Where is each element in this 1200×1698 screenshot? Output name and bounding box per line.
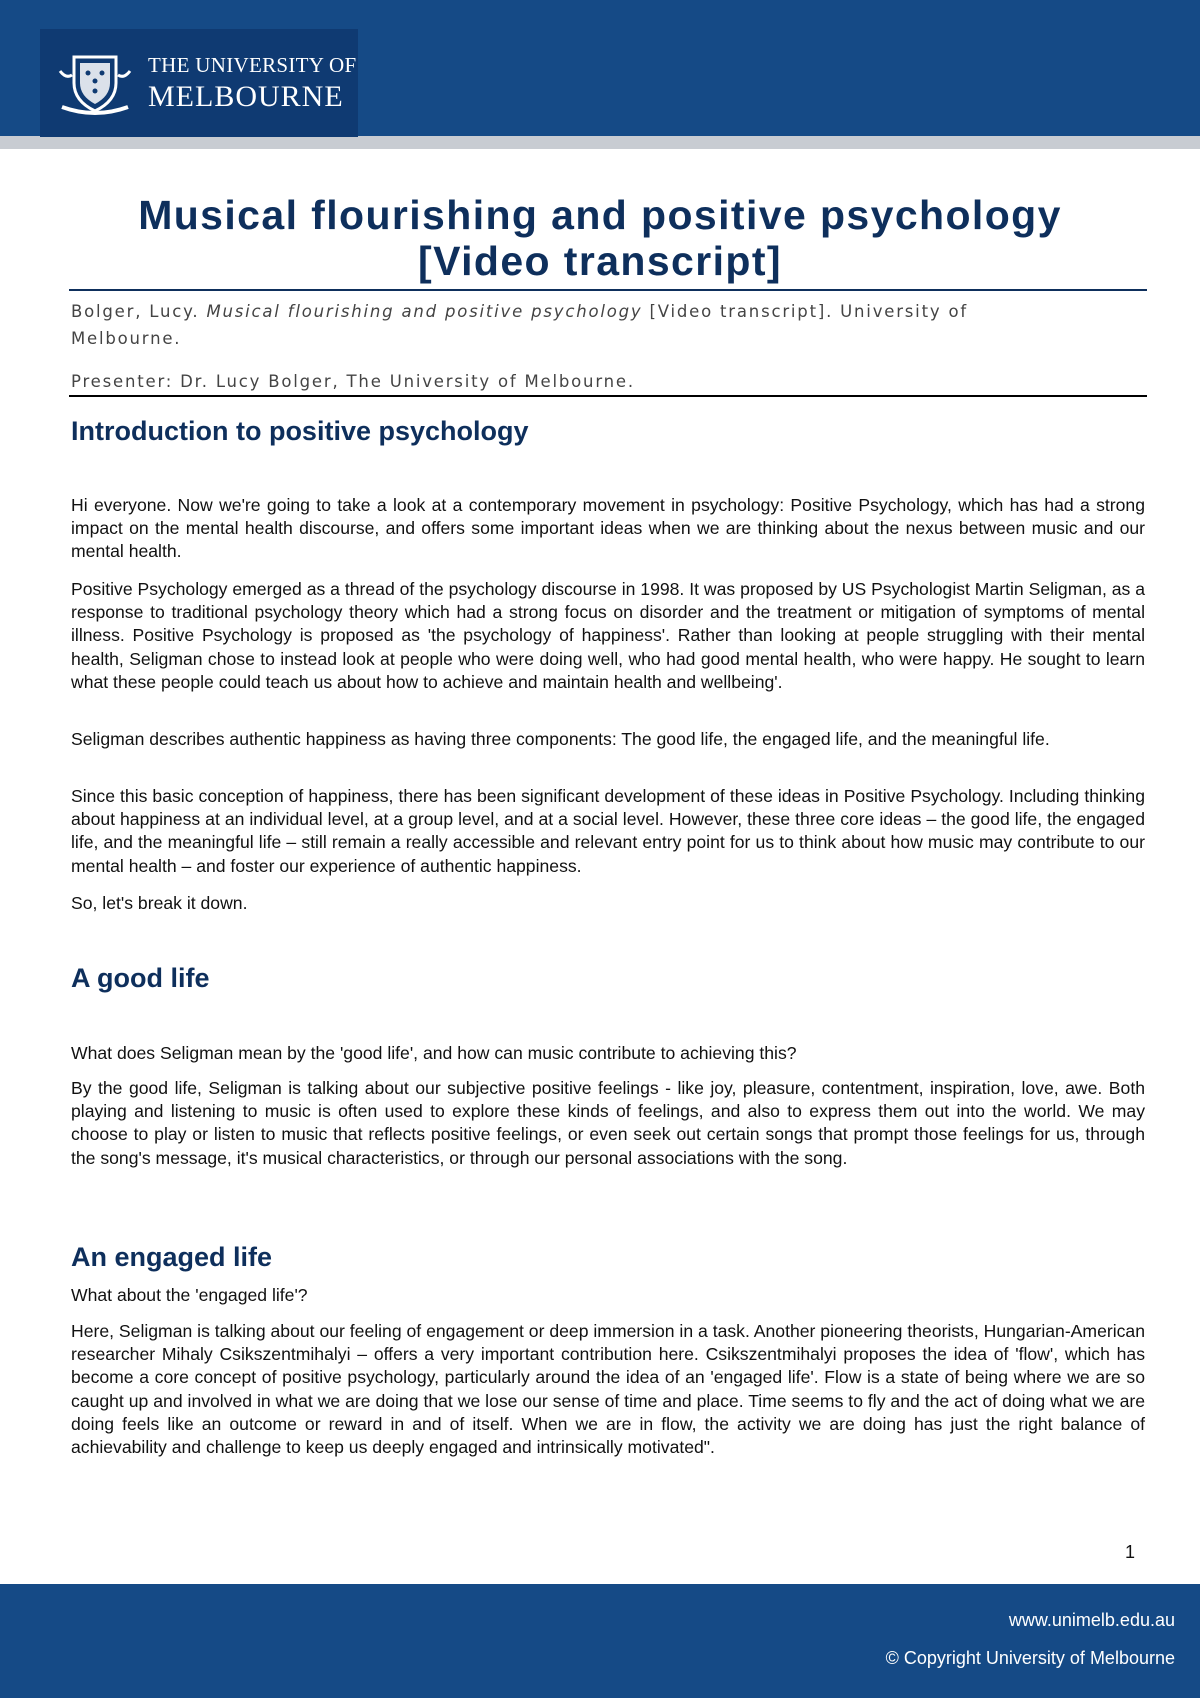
footer-band: [0, 1584, 1200, 1698]
logo-line-2: MELBOURNE: [148, 79, 344, 113]
paragraph: Hi everyone. Now we're going to take a look at a contemporary movement in psychology: Positive Psychology, which has had a strong impact on the mental health discourse, and offers some important ideas when we are thinking about the nexus between music and our mental health.: [71, 495, 1145, 562]
paragraph: Positive Psychology emerged as a thread of the psychology discourse in 1998. It was proposed by US Psychologist Martin Seligman, as a response to traditional psychology theory which had a strong focus on disorder and the treatment or mitigation of symptoms of mental illness. Positive Psychology is proposed as 'the psychology of happiness'. Rather than looking at people struggling with their mental health, Seligman chose to instead look at people who were doing well, who had good mental health, who were happy. He sought to learn what these people could teach us about how to achieve and maintain health and wellbeing'.: [71, 579, 1145, 692]
paragraph: So, let's break it down.: [71, 893, 248, 913]
paragraph: Seligman describes authentic happiness as having three components: The good life, the engaged life, and the meaningful life.: [71, 729, 1050, 749]
citation-title: Musical flourishing and positive psychology: [206, 302, 643, 321]
header-divider: [0, 136, 1200, 149]
document-title: [60, 192, 1140, 284]
footer-copyright: © Copyright University of Melbourne: [885, 1648, 1175, 1668]
paragraph: Here, Seligman is talking about our feeling of engagement or deep immersion in a task. Another pioneering theorists, Hungarian-American researcher Mihaly Csikszentmihalyi – offers a very important contribution here. Csikszentmihalyi proposes the idea of 'flow', which has become a core concept of positive psychology, particularly around the idea of an 'engaged life'. Flow is a state of being where we are so caught up and involved in what we are doing that we lose our sense of time and place. Time seems to fly and the act of doing what we are doing feels like an outcome or reward in and of itself. When we are in flow, the activity we are doing has just the right balance of achievability and challenge to keep us deeply engaged and intrinsically motivated".: [71, 1321, 1145, 1458]
paragraph: What about the 'engaged life'?: [71, 1285, 308, 1305]
presenter-line: Presenter: Dr. Lucy Bolger, The University of Melbourne.: [71, 372, 635, 391]
footer-url-link[interactable]: www.unimelb.edu.au: [1008, 1610, 1175, 1630]
paragraph: What does Seligman mean by the 'good life', and how can music contribute to achieving this?: [71, 1043, 797, 1063]
logo-line-1: THE UNIVERSITY OF: [148, 52, 357, 77]
section-heading: A good life: [71, 963, 210, 993]
citation-divider: [69, 395, 1147, 397]
title-line-1: Musical flourishing and positive psychology: [138, 192, 1062, 238]
university-crest-icon: [56, 49, 134, 117]
citation: [71, 298, 1071, 352]
page-number: 1: [1125, 1542, 1136, 1562]
section-heading: Introduction to positive psychology: [71, 416, 529, 446]
section-heading: An engaged life: [71, 1242, 273, 1272]
university-logo[interactable]: [40, 29, 358, 137]
citation-rest: [Video transcript]. University of Melbourne.: [71, 302, 968, 348]
paragraph: Since this basic conception of happiness, there has been significant development of these ideas in Positive Psychology. Including thinking about happiness at an individual level, at a group level, and at a social level. However, these three core ideas – the good life, the engaged life, and the meaningful life – still remain a really accessible and relevant entry point for us to think about how music may contribute to our mental health – and foster our experience of authentic happiness.: [71, 786, 1145, 876]
title-line-2: [Video transcript]: [418, 238, 782, 284]
logo-wordmark: [148, 52, 357, 113]
title-underline: [69, 289, 1147, 291]
citation-author: Bolger, Lucy.: [71, 302, 200, 321]
paragraph: By the good life, Seligman is talking about our subjective positive feelings - like joy, pleasure, contentment, inspiration, love, awe. Both playing and listening to music is often used to explore these kinds of feelings, and also to express them out into the world. We may choose to play or listen to music that reflects positive feelings, or even seek out certain songs that prompt those feelings for us, through the song's message, it's musical characteristics, or through our personal associations with the song.: [71, 1078, 1145, 1168]
